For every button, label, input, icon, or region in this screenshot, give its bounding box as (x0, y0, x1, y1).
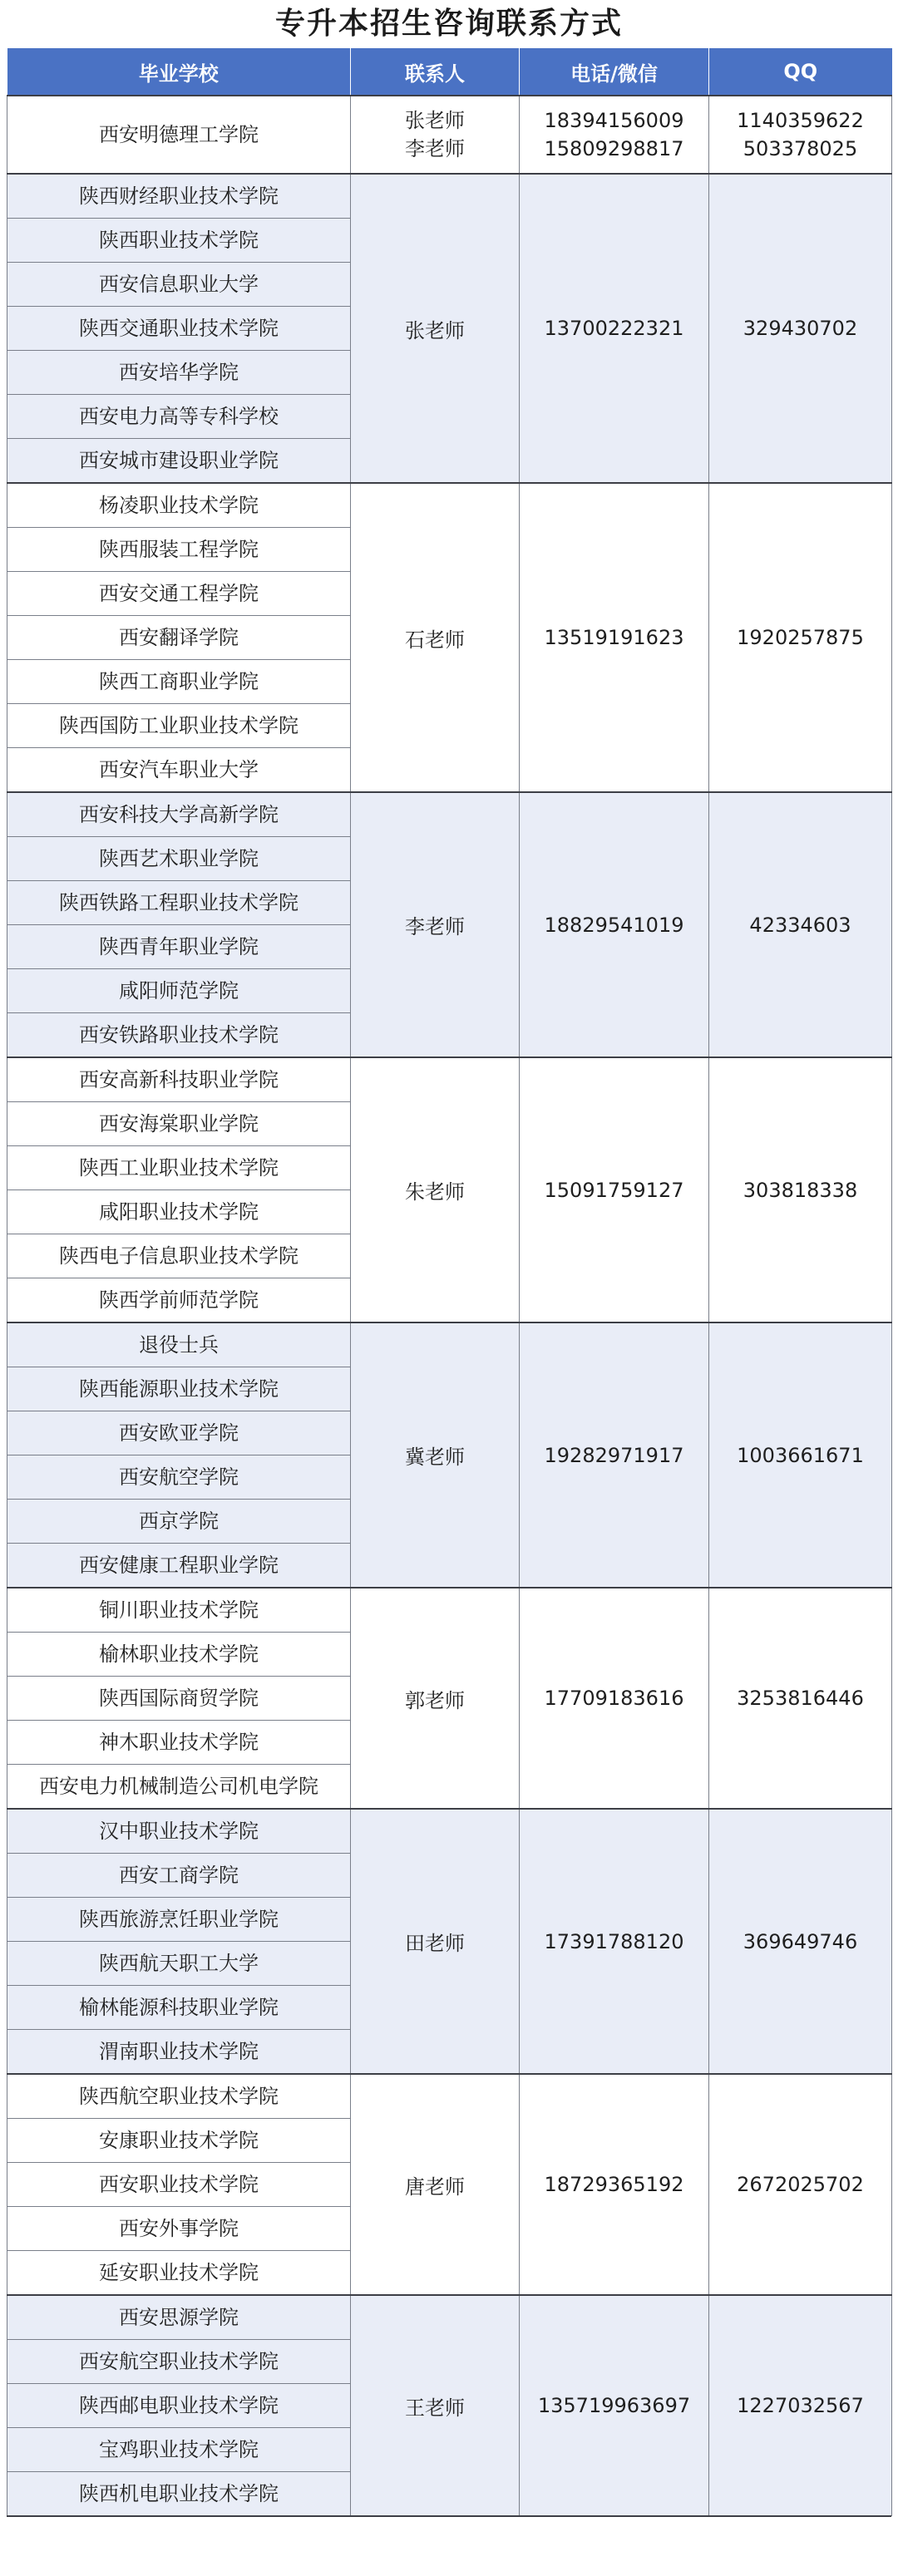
table-header-row (7, 48, 892, 96)
school-cell: 陕西艺术职业学院 (7, 837, 351, 881)
qq-cell: 303818338 (709, 1057, 892, 1322)
school-cell: 西安航空职业技术学院 (7, 2340, 351, 2384)
school-cell: 西安明德理工学院 (7, 96, 351, 174)
school-cell: 杨凌职业技术学院 (7, 483, 351, 528)
qq-cell: 1003661671 (709, 1322, 892, 1588)
table-row (7, 2295, 892, 2340)
school-cell: 西安汽车职业大学 (7, 748, 351, 793)
table-row (7, 2074, 892, 2119)
contact-cell: 田老师 (351, 1809, 520, 2074)
table-row (7, 483, 892, 528)
school-cell: 陕西铁路工程职业技术学院 (7, 881, 351, 925)
school-cell: 陕西国际商贸学院 (7, 1677, 351, 1721)
school-cell: 渭南职业技术学院 (7, 2030, 351, 2075)
phone-cell: 17391788120 (520, 1809, 709, 2074)
school-cell: 西京学院 (7, 1500, 351, 1544)
table-bottom-border (7, 2515, 891, 2517)
school-cell: 西安翻译学院 (7, 616, 351, 660)
school-cell: 铜川职业技术学院 (7, 1588, 351, 1633)
table-row (7, 1588, 892, 1633)
school-cell: 西安信息职业大学 (7, 263, 351, 307)
contacts-table (7, 48, 892, 2516)
qq-cell: 329430702 (709, 174, 892, 483)
contact-cell: 李老师 (351, 792, 520, 1057)
phone-cell (520, 96, 709, 174)
phone-number: 18394156009 (544, 109, 684, 132)
school-cell: 西安外事学院 (7, 2207, 351, 2251)
school-cell: 宝鸡职业技术学院 (7, 2428, 351, 2472)
page-title: 专升本招生咨询联系方式 (274, 6, 623, 41)
contact-name: 张老师 (405, 109, 465, 132)
phone-cell: 19282971917 (520, 1322, 709, 1588)
school-cell: 西安城市建设职业学院 (7, 439, 351, 484)
school-cell: 陕西工商职业学院 (7, 660, 351, 704)
qq-cell: 1920257875 (709, 483, 892, 792)
phone-number: 15809298817 (544, 137, 684, 160)
school-cell: 陕西服装工程学院 (7, 528, 351, 572)
school-cell: 陕西能源职业技术学院 (7, 1367, 351, 1411)
qq-number: 503378025 (743, 137, 858, 160)
school-cell: 西安交通工程学院 (7, 572, 351, 616)
school-cell: 陕西邮电职业技术学院 (7, 2384, 351, 2428)
school-cell: 西安高新科技职业学院 (7, 1057, 351, 1102)
school-cell: 西安工商学院 (7, 1854, 351, 1898)
contact-cell (351, 96, 520, 174)
header-school: 毕业学校 (7, 48, 351, 96)
school-cell: 陕西财经职业技术学院 (7, 174, 351, 219)
school-cell: 陕西旅游烹饪职业学院 (7, 1898, 351, 1942)
school-cell: 西安欧亚学院 (7, 1411, 351, 1455)
qq-cell: 42334603 (709, 792, 892, 1057)
qq-cell: 1227032567 (709, 2295, 892, 2516)
school-cell: 陕西国防工业职业技术学院 (7, 704, 351, 748)
school-cell: 陕西机电职业技术学院 (7, 2472, 351, 2516)
school-cell: 西安科技大学高新学院 (7, 792, 351, 837)
table-row (7, 792, 892, 837)
phone-cell: 18829541019 (520, 792, 709, 1057)
contact-name: 李老师 (405, 137, 465, 160)
phone-cell: 13519191623 (520, 483, 709, 792)
school-cell: 陕西学前师范学院 (7, 1278, 351, 1323)
header-qq: QQ (709, 48, 892, 96)
school-cell: 陕西青年职业学院 (7, 925, 351, 969)
school-cell: 咸阳师范学院 (7, 969, 351, 1013)
contact-cell: 王老师 (351, 2295, 520, 2516)
qq-cell: 369649746 (709, 1809, 892, 2074)
qq-cell: 2672025702 (709, 2074, 892, 2295)
table-row (7, 1057, 892, 1102)
contact-cell: 冀老师 (351, 1322, 520, 1588)
contact-cell: 张老师 (351, 174, 520, 483)
school-cell: 西安职业技术学院 (7, 2163, 351, 2207)
school-cell: 陕西电子信息职业技术学院 (7, 1234, 351, 1278)
phone-cell: 15091759127 (520, 1057, 709, 1322)
qq-number: 1140359622 (737, 109, 864, 132)
school-cell: 西安航空学院 (7, 1455, 351, 1500)
school-cell: 神木职业技术学院 (7, 1721, 351, 1765)
contact-cell: 郭老师 (351, 1588, 520, 1809)
contact-cell: 石老师 (351, 483, 520, 792)
school-cell: 安康职业技术学院 (7, 2119, 351, 2163)
school-cell: 汉中职业技术学院 (7, 1809, 351, 1854)
contact-cell: 唐老师 (351, 2074, 520, 2295)
header-contact: 联系人 (351, 48, 520, 96)
school-cell: 榆林职业技术学院 (7, 1633, 351, 1677)
school-cell: 西安电力高等专科学校 (7, 395, 351, 439)
table-row (7, 96, 892, 174)
school-cell: 陕西职业技术学院 (7, 219, 351, 263)
table-row (7, 1322, 892, 1367)
school-cell: 西安铁路职业技术学院 (7, 1013, 351, 1058)
contact-cell: 朱老师 (351, 1057, 520, 1322)
school-cell: 陕西交通职业技术学院 (7, 307, 351, 351)
qq-cell: 3253816446 (709, 1588, 892, 1809)
phone-cell: 13700222321 (520, 174, 709, 483)
school-cell: 西安培华学院 (7, 351, 351, 395)
table-body (7, 96, 892, 2516)
school-cell: 延安职业技术学院 (7, 2251, 351, 2296)
school-cell: 咸阳职业技术学院 (7, 1190, 351, 1234)
table-row (7, 1809, 892, 1854)
school-cell: 西安电力机械制造公司机电学院 (7, 1765, 351, 1810)
school-cell: 西安健康工程职业学院 (7, 1544, 351, 1588)
school-cell: 陕西航空职业技术学院 (7, 2074, 351, 2119)
phone-cell: 17709183616 (520, 1588, 709, 1809)
school-cell: 西安思源学院 (7, 2295, 351, 2340)
qq-cell (709, 96, 892, 174)
school-cell: 榆林能源科技职业学院 (7, 1986, 351, 2030)
school-cell: 退役士兵 (7, 1322, 351, 1367)
table-row (7, 174, 892, 219)
school-cell: 西安海棠职业学院 (7, 1102, 351, 1146)
phone-cell: 18729365192 (520, 2074, 709, 2295)
school-cell: 陕西工业职业技术学院 (7, 1146, 351, 1190)
school-cell: 陕西航天职工大学 (7, 1942, 351, 1986)
phone-cell: 135719963697 (520, 2295, 709, 2516)
header-phone: 电话/微信 (520, 48, 709, 96)
